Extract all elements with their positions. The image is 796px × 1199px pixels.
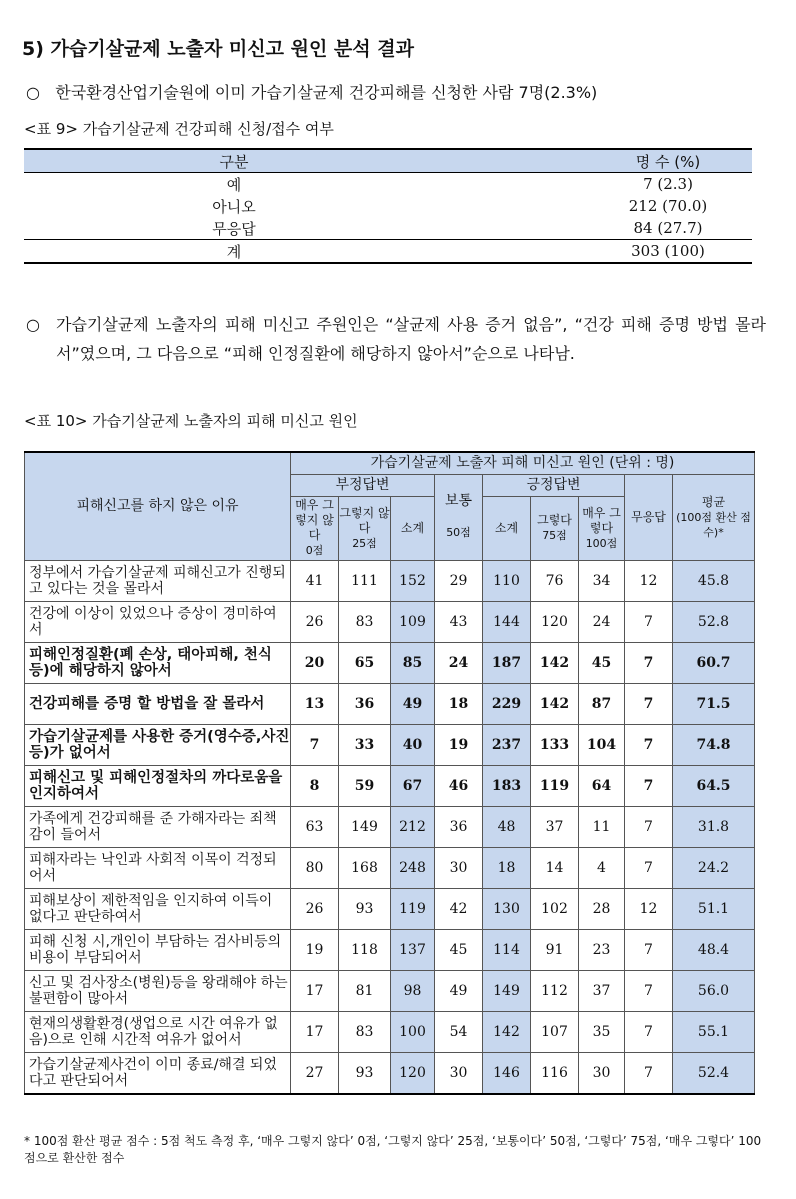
table10-cell-no-answer: 7 — [625, 970, 673, 1011]
header-average-note: (100점 환산 점수)* — [676, 510, 751, 539]
header-very-not-score: 0점 — [305, 544, 324, 557]
table9-cell-label: 아니오 — [212, 197, 256, 216]
table10-cell-not: 81 — [339, 970, 391, 1011]
table10-cell-yes: 102 — [531, 888, 579, 929]
table10-cell-no-answer: 12 — [625, 888, 673, 929]
table10-cell-very-not: 26 — [291, 888, 339, 929]
table9 — [24, 148, 752, 264]
table10-cell-neg-subtotal: 248 — [391, 847, 435, 888]
table10-cell-pos-subtotal: 130 — [483, 888, 531, 929]
table10-row — [25, 724, 755, 765]
bullet-mark: ○ — [26, 83, 40, 102]
table10-cell-neg-subtotal: 98 — [391, 970, 435, 1011]
header-very-not — [291, 496, 339, 560]
table10-cell-neg-subtotal: 137 — [391, 929, 435, 970]
table10-cell-pos-subtotal: 149 — [483, 970, 531, 1011]
header-yes — [531, 496, 579, 560]
table10-cell-very-not: 13 — [291, 683, 339, 724]
table10-cell-pos-subtotal: 110 — [483, 560, 531, 601]
header-average — [673, 474, 755, 560]
table9-header-category: 구분 — [24, 149, 444, 173]
table10-cell-not: 83 — [339, 1011, 391, 1052]
table10-cell-average: 52.4 — [673, 1052, 755, 1094]
table10-cell-reason: 피해신고 및 피해인정절차의 까다로움을 인지하여서 — [25, 765, 291, 806]
table9-cell-label: 계 — [24, 240, 444, 264]
table10-cell-neg-subtotal: 100 — [391, 1011, 435, 1052]
table10-cell-neutral: 43 — [435, 601, 483, 642]
table10-cell-not: 59 — [339, 765, 391, 806]
table10-cell-very-yes: 30 — [579, 1052, 625, 1094]
table10-cell-no-answer: 7 — [625, 765, 673, 806]
table10-cell-reason: 현재의생활환경(생업으로 시간 여유가 없음)으로 인해 시간적 여유가 없어서 — [25, 1011, 291, 1052]
table9-row — [24, 217, 752, 240]
table10-cell-not: 65 — [339, 642, 391, 683]
table10-cell-reason: 가습기살균제사건이 이미 종료/해결 되었다고 판단되어서 — [25, 1052, 291, 1094]
table10-cell-very-not: 19 — [291, 929, 339, 970]
table10-cell-pos-subtotal: 114 — [483, 929, 531, 970]
table10-cell-no-answer: 7 — [625, 1052, 673, 1094]
table10-row — [25, 1052, 755, 1094]
table10-cell-neutral: 19 — [435, 724, 483, 765]
table10-cell-very-not: 20 — [291, 642, 339, 683]
table10-row — [25, 847, 755, 888]
table10-cell-pos-subtotal: 48 — [483, 806, 531, 847]
header-not-score: 25점 — [352, 536, 377, 550]
table9-body — [24, 173, 752, 264]
table10-cell-very-yes: 24 — [579, 601, 625, 642]
table9-row — [24, 195, 752, 217]
table10-cell-neutral: 45 — [435, 929, 483, 970]
table10-cell-no-answer: 7 — [625, 724, 673, 765]
table10-cell-not: 36 — [339, 683, 391, 724]
header-negative: 부정답변 — [291, 474, 435, 496]
header-reason — [25, 452, 291, 560]
table10-cell-reason: 피해자라는 낙인과 사회적 이목이 걱정되어서 — [25, 847, 291, 888]
table10-cell-neutral: 18 — [435, 683, 483, 724]
table10-cell-yes: 91 — [531, 929, 579, 970]
table10-cell-neg-subtotal: 85 — [391, 642, 435, 683]
table10-cell-very-not: 26 — [291, 601, 339, 642]
header-pos-subtotal: 소계 — [483, 496, 531, 560]
section-heading: 5) 가습기살균제 노출자 미신고 원인 분석 결과 — [22, 38, 414, 60]
table10-cell-reason: 가습기살균제를 사용한 증거(영수증,사진 등)가 없어서 — [25, 724, 291, 765]
table10-cell-very-yes: 45 — [579, 642, 625, 683]
table10-cell-neutral: 24 — [435, 642, 483, 683]
table10-cell-pos-subtotal: 229 — [483, 683, 531, 724]
table10-cell-very-yes: 104 — [579, 724, 625, 765]
summary-bullet-2 — [26, 310, 766, 368]
table10-cell-pos-subtotal: 142 — [483, 1011, 531, 1052]
table10-cell-not: 83 — [339, 601, 391, 642]
table10-cell-yes: 133 — [531, 724, 579, 765]
table10-cell-neg-subtotal: 40 — [391, 724, 435, 765]
table10-cell-average: 51.1 — [673, 888, 755, 929]
header-very-yes-label: 매우 그렇다 — [582, 505, 621, 535]
table10-row — [25, 1011, 755, 1052]
table10-cell-neutral: 36 — [435, 806, 483, 847]
header-neutral-label: 보통 — [444, 493, 473, 509]
table10-cell-neutral: 42 — [435, 888, 483, 929]
table9-row — [24, 173, 752, 196]
table9-cell-value: 303 (100) — [444, 240, 752, 264]
table10-cell-very-yes: 37 — [579, 970, 625, 1011]
table9-cell-label: 무응답 — [212, 219, 256, 238]
table10-cell-very-yes: 64 — [579, 765, 625, 806]
table10-cell-no-answer: 7 — [625, 847, 673, 888]
table10-cell-average: 56.0 — [673, 970, 755, 1011]
table10 — [24, 451, 755, 1095]
table10-row — [25, 642, 755, 683]
bullet-mark: ○ — [26, 315, 40, 334]
table10-cell-yes: 107 — [531, 1011, 579, 1052]
table10-cell-average: 24.2 — [673, 847, 755, 888]
table10-cell-yes: 120 — [531, 601, 579, 642]
table10-cell-pos-subtotal: 187 — [483, 642, 531, 683]
table10-row — [25, 601, 755, 642]
table10-caption: <표 10> 가습기살균제 노출자의 피해 미신고 원인 — [24, 412, 358, 430]
table10-cell-pos-subtotal: 183 — [483, 765, 531, 806]
table10-cell-average: 31.8 — [673, 806, 755, 847]
table10-cell-average: 52.8 — [673, 601, 755, 642]
header-yes-score: 75점 — [542, 529, 567, 542]
table10-cell-neutral: 29 — [435, 560, 483, 601]
table10-cell-neutral: 54 — [435, 1011, 483, 1052]
table10-cell-reason: 가족에게 건강피해를 준 가해자라는 죄책감이 들어서 — [25, 806, 291, 847]
table10-cell-very-yes: 35 — [579, 1011, 625, 1052]
header-group-title: 가습기살균제 노출자 피해 미신고 원인 (단위 : 명) — [291, 452, 755, 474]
table10-cell-reason: 신고 및 검사장소(병원)등을 왕래해야 하는 불편함이 많아서 — [25, 970, 291, 1011]
table10-cell-pos-subtotal: 144 — [483, 601, 531, 642]
header-not-label: 그렇지 않다 — [339, 505, 390, 535]
bullet-text: 가습기살균제 노출자의 피해 미신고 주원인은 “살균제 사용 증거 없음”, “건강 피해 증명 방법 몰라서”였으며, 그 다음으로 “피해 인정질환에 해당하지 않아서”순으로 나타남. — [56, 315, 766, 363]
table10-cell-average: 48.4 — [673, 929, 755, 970]
table10-cell-yes: 76 — [531, 560, 579, 601]
table9-cell-value: 212 (70.0) — [628, 197, 708, 215]
table10-cell-no-answer: 7 — [625, 683, 673, 724]
summary-bullet-1 — [26, 80, 597, 103]
table9-header-count: 명 수 (%) — [444, 149, 752, 173]
table10-cell-pos-subtotal: 237 — [483, 724, 531, 765]
table10-cell-yes: 37 — [531, 806, 579, 847]
table9-caption: <표 9> 가습기살균제 건강피해 신청/접수 여부 — [24, 120, 334, 138]
table10-cell-reason: 피해보상이 제한적임을 인지하여 이득이 없다고 판단하여서 — [25, 888, 291, 929]
table10-cell-pos-subtotal: 18 — [483, 847, 531, 888]
table10-cell-average: 60.7 — [673, 642, 755, 683]
table10-cell-no-answer: 7 — [625, 929, 673, 970]
table10-row — [25, 560, 755, 601]
table10-cell-neg-subtotal: 119 — [391, 888, 435, 929]
table10-cell-neutral: 30 — [435, 847, 483, 888]
table9-cell-value: 84 (27.7) — [633, 219, 703, 237]
table10-cell-pos-subtotal: 146 — [483, 1052, 531, 1094]
table10-cell-neg-subtotal: 120 — [391, 1052, 435, 1094]
table10-cell-reason: 피해 신청 시,개인이 부담하는 검사비등의 비용이 부담되어서 — [25, 929, 291, 970]
table10-cell-yes: 116 — [531, 1052, 579, 1094]
header-very-not-label: 매우 그렇지 않다 — [295, 498, 334, 542]
table10-cell-reason: 건강피해를 증명 할 방법을 잘 몰라서 — [25, 683, 291, 724]
table10-cell-very-yes: 23 — [579, 929, 625, 970]
table10-row — [25, 683, 755, 724]
table10-cell-very-not: 17 — [291, 970, 339, 1011]
table10-row — [25, 888, 755, 929]
table10-cell-average: 64.5 — [673, 765, 755, 806]
table10-cell-very-not: 17 — [291, 1011, 339, 1052]
table10-cell-reason: 피해인정질환(폐 손상, 태아피해, 천식 등)에 해당하지 않아서 — [25, 642, 291, 683]
table10-cell-reason: 건강에 이상이 있었으나 증상이 경미하여서 — [25, 601, 291, 642]
header-not — [339, 496, 391, 560]
header-very-yes-score: 100점 — [585, 536, 618, 550]
table10-cell-yes: 119 — [531, 765, 579, 806]
table10-cell-no-answer: 12 — [625, 560, 673, 601]
table10-cell-not: 168 — [339, 847, 391, 888]
header-positive: 긍정답변 — [483, 474, 625, 496]
table10-cell-no-answer: 7 — [625, 642, 673, 683]
header-neg-subtotal: 소계 — [391, 496, 435, 560]
table10-row — [25, 970, 755, 1011]
table10-cell-very-not: 8 — [291, 765, 339, 806]
table10-row — [25, 806, 755, 847]
table10-cell-very-not: 80 — [291, 847, 339, 888]
table9-cell-label: 예 — [226, 175, 242, 194]
header-neutral — [435, 474, 483, 560]
table10-cell-neg-subtotal: 109 — [391, 601, 435, 642]
table10-cell-yes: 142 — [531, 642, 579, 683]
table10-cell-very-not: 41 — [291, 560, 339, 601]
table10-cell-not: 149 — [339, 806, 391, 847]
table10-cell-neg-subtotal: 49 — [391, 683, 435, 724]
table10-cell-very-yes: 11 — [579, 806, 625, 847]
footnote: * 100점 환산 평균 점수 : 5점 척도 측정 후, ‘매우 그렇지 않다’ 0점, ‘그렇지 않다’ 25점, ‘보통이다’ 50점, ‘그렇다’ 75점, ‘매우 그렇다’ 100점으로 환산한 점수 — [24, 1134, 762, 1165]
table10-cell-very-yes: 34 — [579, 560, 625, 601]
table10-cell-no-answer: 7 — [625, 601, 673, 642]
table10-cell-no-answer: 7 — [625, 806, 673, 847]
table10-cell-reason: 정부에서 가습기살균제 피해신고가 진행되고 있다는 것을 몰라서 — [25, 560, 291, 601]
header-no-answer: 무응답 — [625, 474, 673, 560]
header-neutral-score: 50점 — [446, 526, 471, 539]
header-reason-text: 피해신고를 하지 않은 이유 — [76, 497, 239, 514]
header-very-yes — [579, 496, 625, 560]
header-yes-label: 그렇다 — [537, 513, 572, 527]
header-average-label: 평균 — [701, 494, 726, 509]
table10-row — [25, 929, 755, 970]
table10-cell-very-not: 27 — [291, 1052, 339, 1094]
table10-cell-neutral: 49 — [435, 970, 483, 1011]
table9-total-row — [24, 240, 752, 264]
table10-cell-average: 74.8 — [673, 724, 755, 765]
table10-cell-very-yes: 87 — [579, 683, 625, 724]
table10-cell-very-yes: 28 — [579, 888, 625, 929]
table10-cell-neg-subtotal: 152 — [391, 560, 435, 601]
table10-cell-not: 111 — [339, 560, 391, 601]
table10-cell-very-not: 7 — [291, 724, 339, 765]
table10-cell-no-answer: 7 — [625, 1011, 673, 1052]
table10-cell-neg-subtotal: 67 — [391, 765, 435, 806]
table10-row — [25, 765, 755, 806]
table9-cell-value: 7 (2.3) — [643, 175, 693, 193]
table10-cell-not: 33 — [339, 724, 391, 765]
bullet-text: 한국환경산업기술원에 이미 가습기살균제 건강피해를 신청한 사람 7명(2.3%) — [55, 83, 598, 102]
table10-cell-not: 93 — [339, 1052, 391, 1094]
table10-cell-not: 118 — [339, 929, 391, 970]
table10-cell-neutral: 30 — [435, 1052, 483, 1094]
table10-cell-yes: 112 — [531, 970, 579, 1011]
table10-cell-average: 71.5 — [673, 683, 755, 724]
table10-cell-average: 55.1 — [673, 1011, 755, 1052]
table10-cell-yes: 142 — [531, 683, 579, 724]
table10-body — [25, 560, 755, 1094]
table10-cell-very-not: 63 — [291, 806, 339, 847]
table10-cell-average: 45.8 — [673, 560, 755, 601]
table10-cell-very-yes: 4 — [579, 847, 625, 888]
table10-cell-yes: 14 — [531, 847, 579, 888]
table10-cell-not: 93 — [339, 888, 391, 929]
table10-cell-neutral: 46 — [435, 765, 483, 806]
table10-cell-neg-subtotal: 212 — [391, 806, 435, 847]
